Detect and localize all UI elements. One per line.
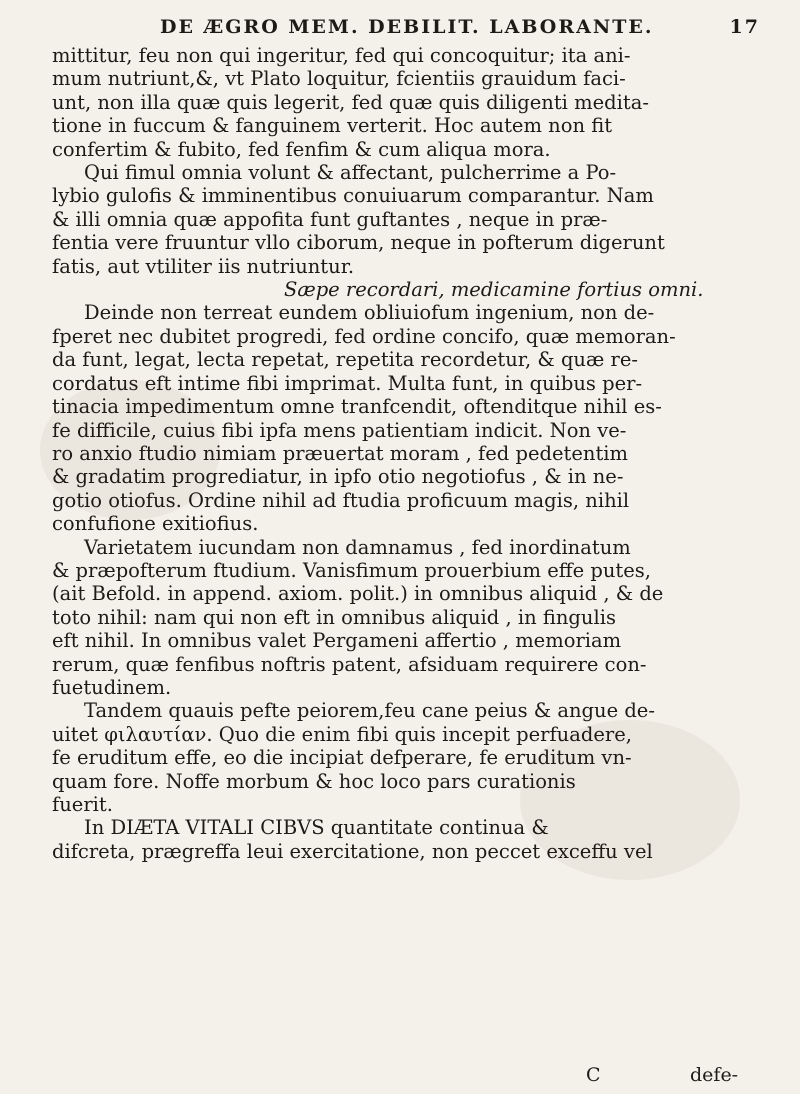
text-line: Tandem quauis pefte peiorem,feu cane peius & angue de- bbox=[84, 699, 655, 723]
text-line: eft nihil. In omnibus valet Pergameni affertio , memoriam bbox=[52, 629, 622, 653]
text-line: mum nutriunt,&, vt Plato loquitur, fcientiis grauidum faci- bbox=[52, 67, 626, 91]
text-line: ro anxio ftudio nimiam præuertat moram , fed pedetentim bbox=[52, 441, 629, 465]
text-line: confertim & fubito, fed fenfim & cum aliqua mora. bbox=[52, 137, 551, 161]
text-line: toto nihil: nam qui non eft in omnibus aliquid , in fingulis bbox=[52, 605, 616, 629]
text-line: rerum, quæ fenfibus noftris patent, afsiduam requirere con- bbox=[52, 652, 647, 676]
catchword: defe- bbox=[690, 1064, 739, 1086]
text-line: & gradatim progrediatur, in ipfo otio negotiofus , & in ne- bbox=[52, 465, 624, 489]
text-line: mittitur, feu non qui ingeritur, fed qui concoquitur; ita ani- bbox=[52, 44, 631, 67]
text-line: & præpofterum ftudium. Vanisfimum prouerbium effe putes, bbox=[52, 558, 652, 582]
text-line: confufione exitiofius. bbox=[52, 512, 259, 536]
text-line: Varietatem iucundam non damnamus , fed inordinatum bbox=[84, 535, 631, 559]
signature-mark: C bbox=[586, 1064, 601, 1086]
text-line: fuerit. bbox=[52, 793, 113, 816]
text-line: fentia vere fruuntur vllo ciborum, neque in pofterum digerunt bbox=[52, 231, 665, 255]
text-line: tione in fuccum & fanguinem verterit. Hoc autem non fit bbox=[52, 114, 613, 138]
text-line: quam fore. Noffe morbum & hoc loco pars curationis bbox=[52, 769, 576, 793]
text-line: tinacia impedimentum omne tranfcendit, oftenditque nihil es- bbox=[52, 395, 662, 419]
text-line: fatis, aut vtiliter iis nutriuntur. bbox=[52, 254, 355, 278]
text-line: In DIÆTA VITALI CIBVS quantitate continua & bbox=[84, 816, 549, 840]
running-header bbox=[160, 16, 760, 38]
text-line: uitet φιλαυτίαν. Quo die enim fibi quis incepit perfuadere, bbox=[52, 722, 632, 746]
running-title: DE ÆGRO MEM. DEBILIT. LABORANTE. bbox=[160, 16, 654, 38]
text-line: fperet nec dubitet progredi, fed ordine concifo, quæ memoran- bbox=[52, 324, 676, 348]
text-line: (ait Befold. in append. axiom. polit.) in omnibus aliquid , & de bbox=[52, 582, 664, 606]
text-line: fe difficile, cuius fibi ipfa mens patientiam indicit. Non ve- bbox=[52, 418, 627, 442]
text-line: gotio otiofus. Ordine nihil ad ftudia proficuum magis, nihil bbox=[52, 488, 630, 512]
text-line: & illi omnia quæ appofita funt guftantes , neque in præ- bbox=[52, 207, 608, 231]
text-line: cordatus eft intime fibi imprimat. Multa funt, in quibus per- bbox=[52, 371, 643, 395]
text-line: lybio gulofis & imminentibus conuiuarum comparantur. Nam bbox=[52, 184, 654, 208]
text-line: unt, non illa quæ quis legerit, fed quæ quis diligenti medita- bbox=[52, 90, 649, 114]
text-line: Deinde non terreat eundem obliuiofum ingenium, non de- bbox=[84, 301, 655, 325]
text-line: difcreta, prægreffa leui exercitatione, non peccet exceffu vel bbox=[52, 839, 653, 863]
body-text bbox=[52, 44, 768, 863]
text-line: fe eruditum effe, eo die incipiat defperare, fe eruditum vn- bbox=[52, 746, 632, 770]
section-heading: Sæpe recordari, medicamine fortius omni. bbox=[284, 278, 704, 302]
text-line: fuetudinem. bbox=[52, 675, 172, 699]
text-line: Qui fimul omnia volunt & affectant, pulcherrime a Po- bbox=[84, 161, 617, 185]
text-line: da funt, legat, lecta repetat, repetita recordetur, & quæ re- bbox=[52, 348, 638, 372]
page-number: 17 bbox=[729, 16, 760, 38]
